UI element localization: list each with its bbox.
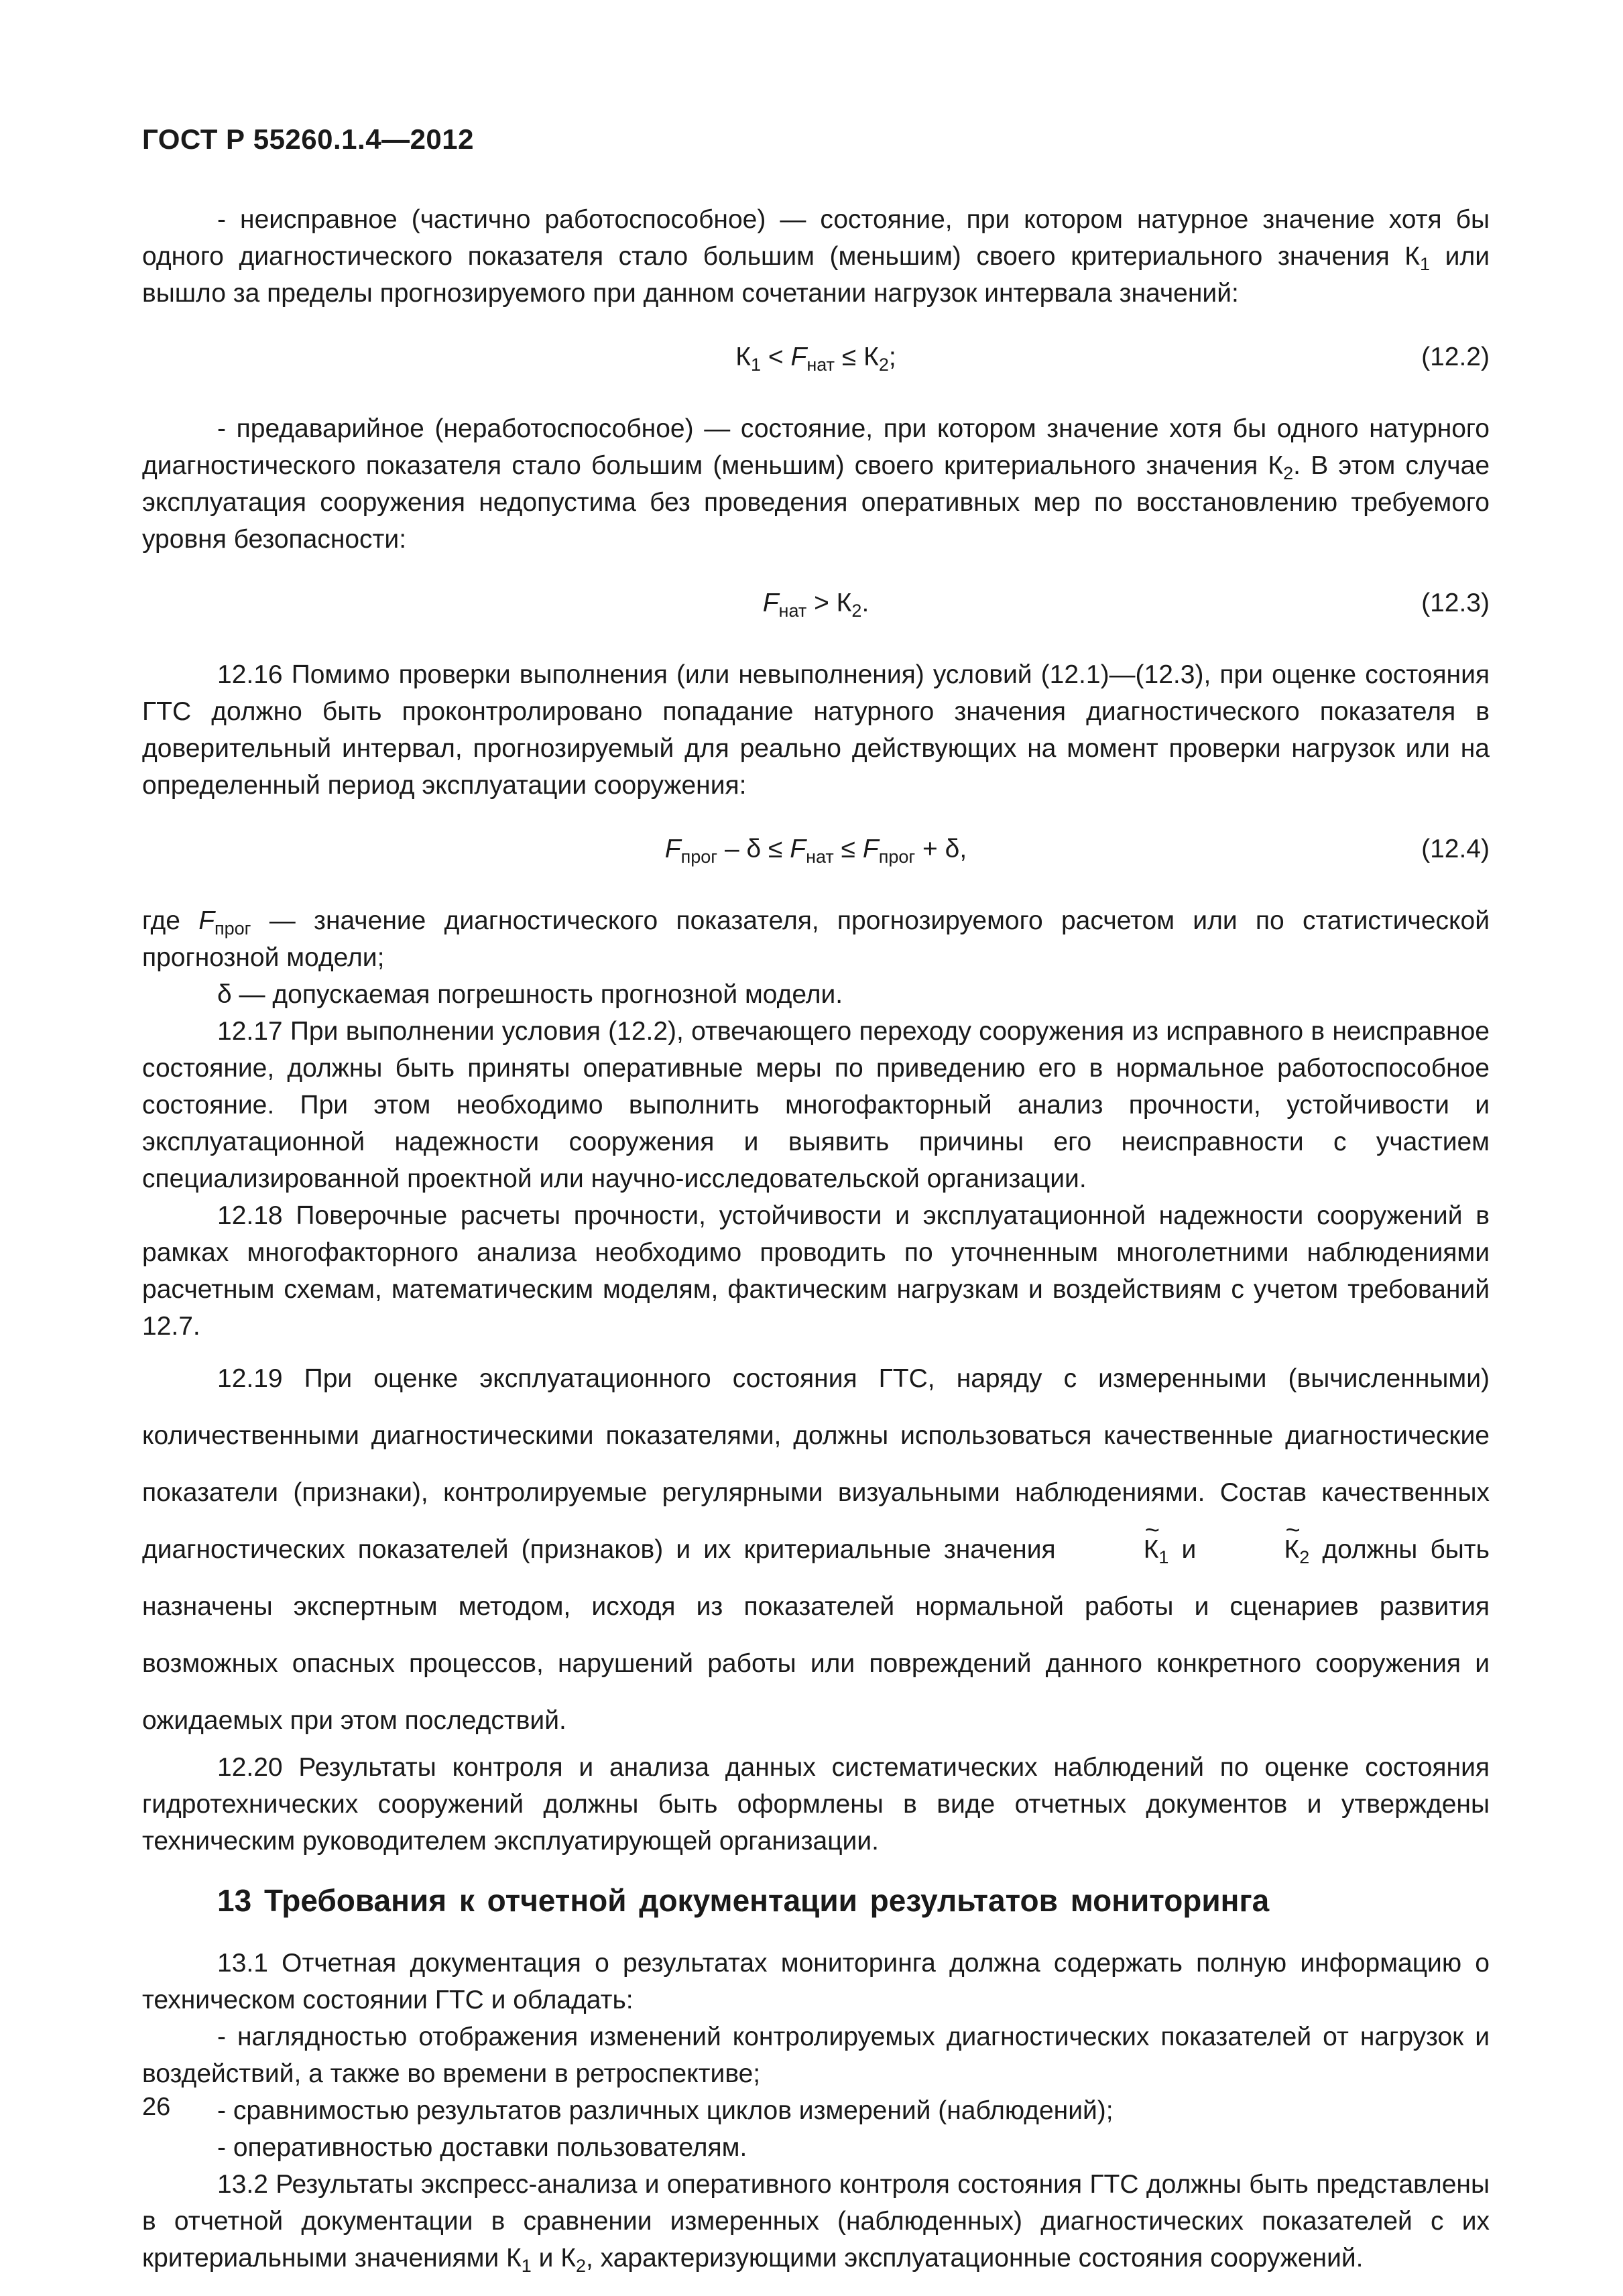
document-header: ГОСТ Р 55260.1.4—2012 [142,123,474,155]
paragraph-12-19: 12.19 При оценке эксплуатационного состояния ГТС, наряду с измеренными (вычисленными) количественными диагностическими показателями, должны использоваться качественные диагностические показатели (признаки), контролируемые регулярными визуальными наблюдениями. Состав качественных диагностических показателей (признаков) и их критериальные значения ~ $К_1$ и ~ $К_2$ должны быть назначены экспертным методом, исходя из показателей нормальной работы и сценариев развития возможных опасных процессов, нарушений работы или повреждений данного конкретного сооружения и ожидаемых при этом последствий. [142,1345,1490,1749]
paragraph-12-18: 12.18 Поверочные расчеты прочности, устойчивости и эксплуатационной надежности сооружений в рамках многофакторного анализа необходимо проводить по уточненным многолетними наблюдениями расчетным схемам, математическим моделям, фактическим нагрузкам и воздействиям с учетом требований 12.7. [142,1201,1490,1341]
paragraph-12-17: 12.17 При выполнении условия (12.2), отвечающего переходу сооружения из исправного в неисправное состояние, должны быть приняты оперативные меры по приведению его в нормальное работоспособное состояние. При этом необходимо выполнить многофакторный анализ прочности, устойчивости и эксплуатационной надежности сооружения и выявить причины его неисправности с участием специализированной проектной или научно-исследовательской организации. [142,1017,1490,1193]
paragraph-faulty-state: - неисправное (частично работоспособное) — состояние, при котором натурное значение хотя бы одного диагностического показателя стало большим (меньшим) своего критериального значения $К_1$ или вышло за пределы прогнозируемого при данном сочетании нагрузок интервала значений: [142,205,1490,308]
formula-number: (12.3) [1421,589,1490,617]
bullet-clarity: - наглядностью отображения изменений контролируемых диагностических показателей от нагрузок и воздействий, а также во времени в ретроспективе; [142,2022,1490,2088]
where-explanation: где $F_{прог}$ — значение диагностического показателя, прогнозируемого расчетом или по статистической прогнозной модели; [142,906,1490,972]
paragraph-12-20: 12.20 Результаты контроля и анализа данных систематических наблюдений по оценке состояния гидротехнических сооружений должны быть оформлены в виде отчетных документов и утверждены техническим руководителем эксплуатирующей организации. [142,1753,1490,1856]
bullet-promptness: - оперативностью доставки пользователям. [217,2133,747,2162]
k1-tilde-symbol: ~ $К_1$ [1069,1521,1169,1578]
page-content [142,201,1490,2277]
paragraph-12-16: 12.16 Помимо проверки выполнения (или невыполнения) условий (12.1)—(12.3), при оценке состояния ГТС должно быть проконтролировано попадание натурного значения диагностического показателя в доверительный интервал, прогнозируемый для реально действующих на момент проверки нагрузок или на определенный период эксплуатации сооружения: [142,660,1490,800]
formula-number: (12.2) [1421,343,1490,371]
formula-12-2: $К_1 < F_{нат} \le К_2$; (12.2) [142,339,1490,375]
formula-number: (12.4) [1421,835,1490,863]
page-number: 26 [142,2093,171,2121]
paragraph-preemergency-state: - предаварийное (неработоспособное) — состояние, при котором значение хотя бы одного натурного диагностического показателя стало большим (меньшим) своего критериального значения $К_2$. В этом случае эксплуатация сооружения недопустима без проведения оперативных мер по восстановлению требуемого уровня безопасности: [142,414,1490,554]
paragraph-13-1: 13.1 Отчетная документация о результатах мониторинга должна содержать полную информацию о техническом состоянии ГТС и обладать: [142,1949,1490,2014]
delta-explanation: δ — допускаемая погрешность прогнозной модели. [217,980,843,1009]
paragraph-13-2: 13.2 Результаты экспресс-анализа и оперативного контроля состояния ГТС должны быть представлены в отчетной документации в сравнении измеренных (наблюденных) диагностических показателей с их критериальными значениями $К_1$ и $К_2$, характеризующими эксплуатационные состояния сооружений. [142,2170,1490,2276]
formula-12-4: $F_{прог} - \delta \le F_{нат} \le F_{прог} + \delta$, (12.4) [142,831,1490,867]
section-13-title: 13 Требования к отчетной документации результатов мониторинга [217,1883,1270,1918]
bullet-comparability: - сравнимостью результатов различных циклов измерений (наблюдений); [217,2096,1114,2125]
formula-12-3: $F_{нат} > К_2$. (12.3) [142,585,1490,621]
k2-tilde-symbol: ~ $К_2$ [1209,1521,1309,1578]
